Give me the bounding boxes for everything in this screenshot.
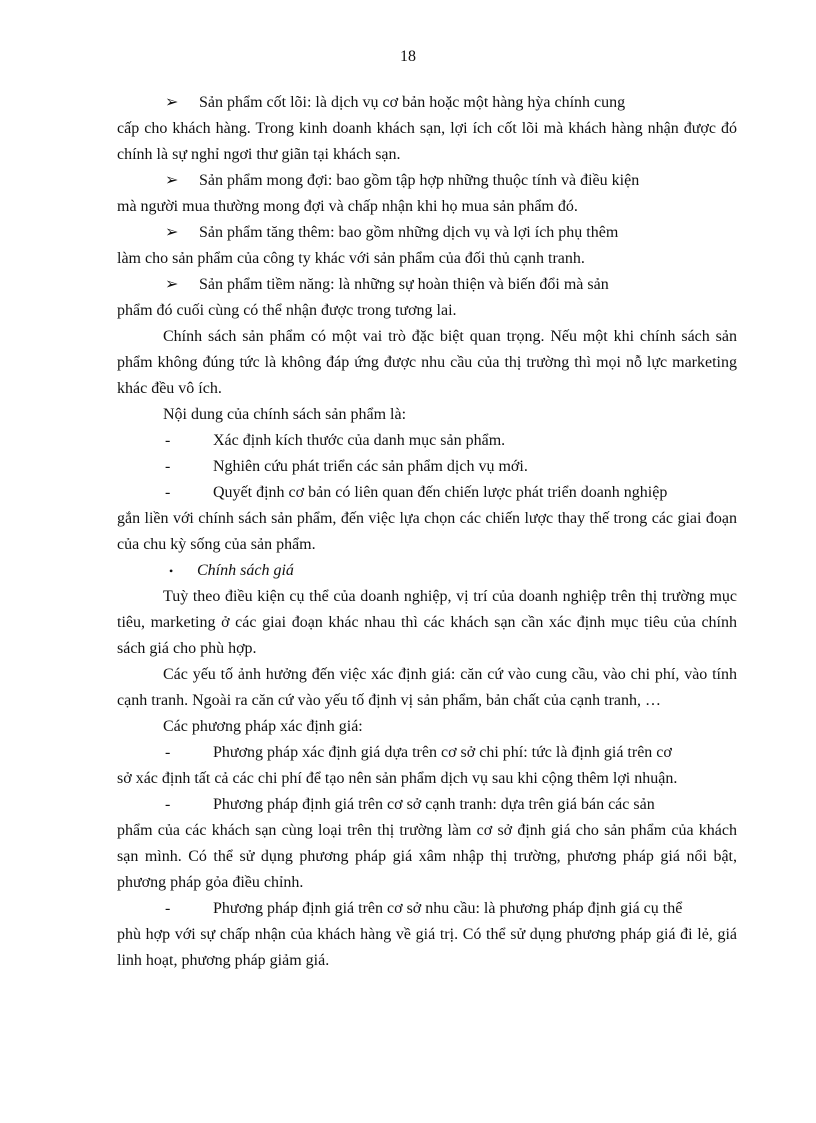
- arrow-bullet-icon: ➢: [165, 224, 179, 241]
- dash-marker: -: [165, 458, 171, 475]
- dash-marker: -: [165, 796, 171, 813]
- dash-continuation: gắn liền với chính sách sản phẩm, đến việc lựa chọn các chiến lược thay thế trong các giai đoạn của chu kỳ sống của sản phẩm.: [117, 510, 737, 553]
- dash-marker: -: [165, 744, 171, 761]
- section-heading-text: Chính sách giá: [197, 562, 294, 579]
- bullet-item: [117, 272, 737, 298]
- dash-continuation: phẩm của các khách sạn cùng loại trên thị trường làm cơ sở định giá cho sản phẩm của khách sạn mình. Có thể sử dụng phương pháp giá xâm nhập thị trường, phương pháp giá nổi bật, phương pháp gỏa điều chỉnh.: [117, 822, 737, 891]
- dash-marker: -: [165, 900, 171, 917]
- page-number: 18: [400, 48, 416, 65]
- bullet-continuation: phẩm đó cuối cùng có thể nhận được trong tương lai.: [117, 302, 457, 319]
- arrow-bullet-icon: ➢: [165, 94, 179, 111]
- dash-text: Nghiên cứu phát triển các sản phẩm dịch vụ mới.: [213, 458, 528, 475]
- arrow-bullet-icon: ➢: [165, 172, 179, 189]
- dash-text: Phương pháp định giá trên cơ sở nhu cầu: là phương pháp định giá cụ thể: [213, 900, 683, 917]
- dash-item: [117, 740, 737, 766]
- bullet-item: [117, 90, 737, 116]
- bullet-continuation: làm cho sản phẩm của công ty khác với sản phẩm của đối thủ cạnh tranh.: [117, 250, 585, 267]
- paragraph-product-policy: Chính sách sản phẩm có một vai trò đặc biệt quan trọng. Nếu một khi chính sách sản phẩm không đúng tức là không đáp ứng được nhu cầu của thị trường thì mọi nỗ lực marketing khác đều vô ích.: [117, 328, 737, 397]
- bullet-text: Sản phẩm tiềm năng: là những sự hoàn thiện và biến đổi mà sản: [199, 276, 609, 293]
- bullet-text: Sản phẩm cốt lõi: là dịch vụ cơ bản hoặc một hàng hỳa chính cung: [199, 94, 626, 111]
- paragraph-methods-intro: Các phương pháp xác định giá:: [163, 718, 363, 735]
- dash-text: Quyết định cơ bản có liên quan đến chiến lược phát triển doanh nghiệp: [213, 484, 668, 501]
- dash-item: [117, 896, 737, 922]
- dash-continuation: phù hợp với sự chấp nhận của khách hàng về giá trị. Có thể sử dụng phương pháp giá đi lẻ, giá linh hoạt, phương pháp giảm giá.: [117, 926, 737, 969]
- paragraph-content-intro: Nội dung của chính sách sản phẩm là:: [163, 406, 407, 423]
- bullet-text: Sản phẩm tăng thêm: bao gồm những dịch vụ và lợi ích phụ thêm: [199, 224, 619, 241]
- dash-item: [117, 454, 737, 480]
- dash-text: Phương pháp xác định giá dựa trên cơ sở chi phí: tức là định giá trên cơ: [213, 744, 672, 761]
- paragraph-price-2: Các yếu tố ảnh hưởng đến việc xác định giá: căn cứ vào cung cầu, vào chi phí, vào tính cạnh tranh. Ngoài ra căn cứ vào yếu tố định vị sản phẩm, bản chất của cạnh tranh, …: [117, 666, 737, 709]
- dash-item: [117, 428, 737, 454]
- paragraph-price-1: Tuỳ theo điều kiện cụ thể của doanh nghiệp, vị trí của doanh nghiệp trên thị trường mục tiêu, marketing ở các giai đoạn khác nhau thì các khách sạn cần xác định mục tiêu của chính sách giá cho phù hợp.: [117, 588, 737, 657]
- bullet-text: Sản phẩm mong đợi: bao gồm tập hợp những thuộc tính và điều kiện: [199, 172, 640, 189]
- bullet-continuation: mà người mua thường mong đợi và chấp nhận khi họ mua sản phẩm đó.: [117, 198, 578, 215]
- bullet-item: [117, 168, 737, 194]
- dash-item: [117, 792, 737, 818]
- dash-text: Phương pháp định giá trên cơ sở cạnh tranh: dựa trên giá bán các sản: [213, 796, 655, 813]
- dash-item: [117, 480, 737, 506]
- dash-marker: -: [165, 432, 171, 449]
- dash-marker: -: [165, 484, 171, 501]
- round-bullet-icon: •: [169, 564, 174, 578]
- bullet-continuation: cấp cho khách hàng. Trong kinh doanh khách sạn, lợi ích cốt lõi mà khách hàng nhận được đó chính là sự nghỉ ngơi thư giãn tại khách sạn.: [117, 120, 737, 163]
- bullet-item: [117, 220, 737, 246]
- arrow-bullet-icon: ➢: [165, 276, 179, 293]
- dash-continuation: sở xác định tất cả các chi phí để tạo nên sản phẩm dịch vụ sau khi cộng thêm lợi nhuận.: [117, 770, 678, 787]
- section-heading-price: [117, 558, 737, 584]
- dash-text: Xác định kích thước của danh mục sản phẩm.: [213, 432, 506, 449]
- page-body: [117, 90, 737, 974]
